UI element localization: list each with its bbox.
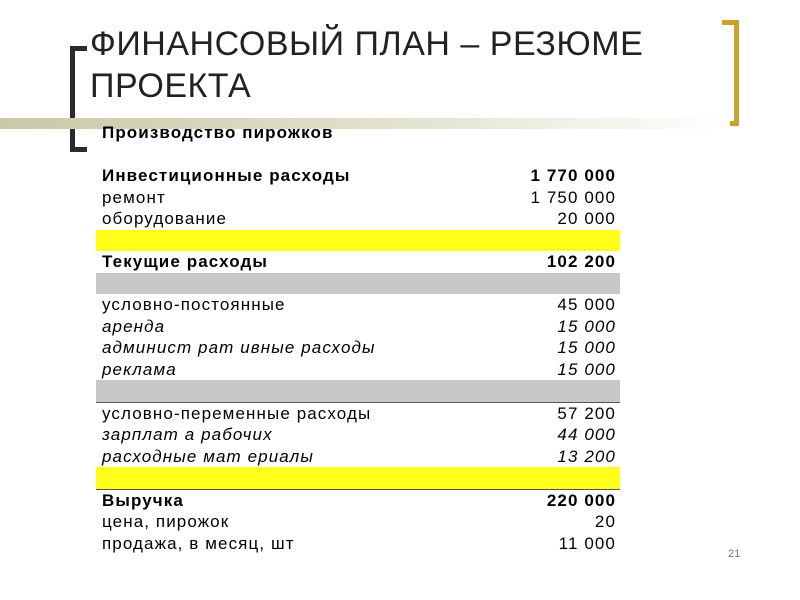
current-expenses-row [96,251,620,273]
current-expenses-label: Текущие расходы [102,252,268,271]
fixed-item-row [96,316,620,338]
workers-salary-value: 44 000 [557,425,616,444]
workers-salary-label: зарплат а рабочих [102,425,273,444]
fixed-costs-label: условно-постоянные [102,295,286,314]
sales-per-month-value: 11 000 [558,533,616,553]
right-bracket-decoration [722,20,739,126]
spacer-row [96,144,620,166]
sales-per-month-label: продажа, в месяц, шт [102,533,295,553]
price-value: 20 [594,512,616,531]
materials-value: 13 200 [557,446,616,466]
fixed-costs-value: 45 000 [557,295,616,314]
slide-title-line-1: ФИНАНСОВЫЙ ПЛАН – РЕЗЮМЕ [90,25,644,63]
investment-item-row [96,208,620,230]
current-expenses-value: 102 200 [546,252,616,271]
table-heading: Производство пирожков [102,123,334,142]
rent-value: 15 000 [557,316,616,336]
advertising-value: 15 000 [557,359,616,379]
admin-expenses-value: 15 000 [557,338,616,357]
admin-expenses-label: админист рат ивные расходы [102,338,376,357]
variable-item-row [96,446,620,468]
variable-costs-label: условно-переменные расходы [102,403,372,423]
gray-separator-row [96,380,620,402]
yellow-separator-row [96,230,620,252]
equipment-label: оборудование [102,209,228,228]
revenue-label: Выручка [102,490,184,510]
page-number: 21 [728,548,741,560]
investment-row [96,165,620,187]
variable-item-row [96,424,620,446]
variable-costs-value: 57 200 [557,403,616,423]
fixed-costs-row [96,294,620,316]
slide-title-line-2: ПРОЕКТА [90,67,252,105]
table-heading-row [96,122,620,144]
yellow-separator-row [96,467,620,489]
financial-plan-table [96,122,620,554]
left-bracket-decoration [70,46,87,152]
investment-item-row [96,187,620,209]
materials-label: расходные мат ериалы [102,446,314,466]
variable-costs-row [96,402,620,425]
fixed-item-row [96,359,620,381]
fixed-item-row [96,337,620,359]
price-label: цена, пирожок [102,512,230,531]
repair-label: ремонт [102,187,166,207]
equipment-value: 20 000 [557,209,616,228]
revenue-value: 220 000 [546,490,616,510]
investment-value: 1 770 000 [530,166,616,185]
revenue-row [96,489,620,512]
advertising-label: реклама [102,359,177,379]
repair-value: 1 750 000 [530,187,616,207]
investment-label: Инвестиционные расходы [102,166,351,185]
revenue-item-row [96,533,620,555]
revenue-item-row [96,511,620,533]
gray-separator-row [96,273,620,295]
rent-label: аренда [102,316,166,336]
